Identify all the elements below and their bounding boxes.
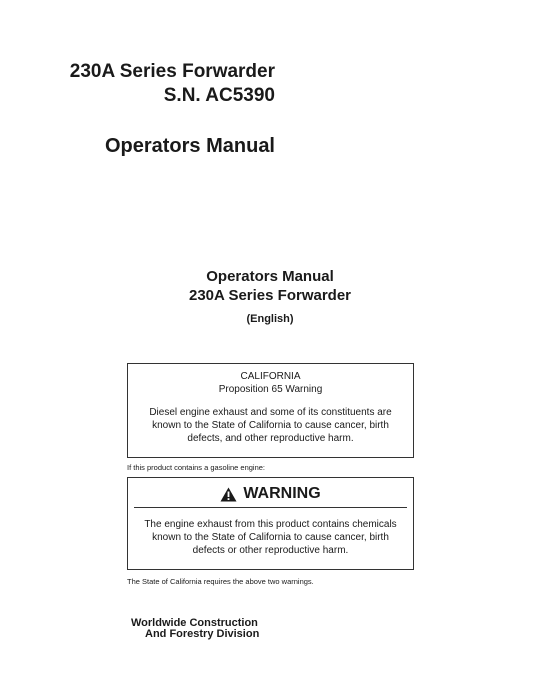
california-warning-text: Diesel engine exhaust and some of its constituents are known to the State of California to cause cancer, birth defects, and other reproductive harm. (149, 407, 392, 444)
division-name-line2: And Forestry Division (145, 628, 260, 640)
california-heading: CALIFORNIA (240, 371, 301, 382)
manual-title-type: Operators Manual (104, 135, 275, 157)
subtitle-manual: Operators Manual (206, 268, 334, 285)
division-name-line1: Worldwide Construction (131, 617, 258, 629)
prop65-heading: Proposition 65 Warning (218, 384, 323, 395)
requirement-note: The State of California requires the above two warnings. (127, 577, 314, 586)
subtitle-language: (English) (246, 313, 294, 325)
california-prop65-box (127, 363, 414, 458)
manual-title-model: 230A Series Forwarder (69, 61, 275, 82)
warning-text: The engine exhaust from this product contains chemicals known to the State of California to cause cancer, birth defects or other reproductive harm. (144, 519, 397, 556)
gasoline-warning-box (127, 477, 414, 570)
warning-header (134, 484, 407, 508)
subtitle-model: 230A Series Forwarder (188, 287, 352, 304)
warning-heading: WARNING (243, 485, 321, 502)
gasoline-engine-note: If this product contains a gasoline engine: (127, 463, 266, 472)
manual-title-serial: S.N. AC5390 (163, 85, 275, 106)
warning-triangle-icon (220, 487, 237, 502)
